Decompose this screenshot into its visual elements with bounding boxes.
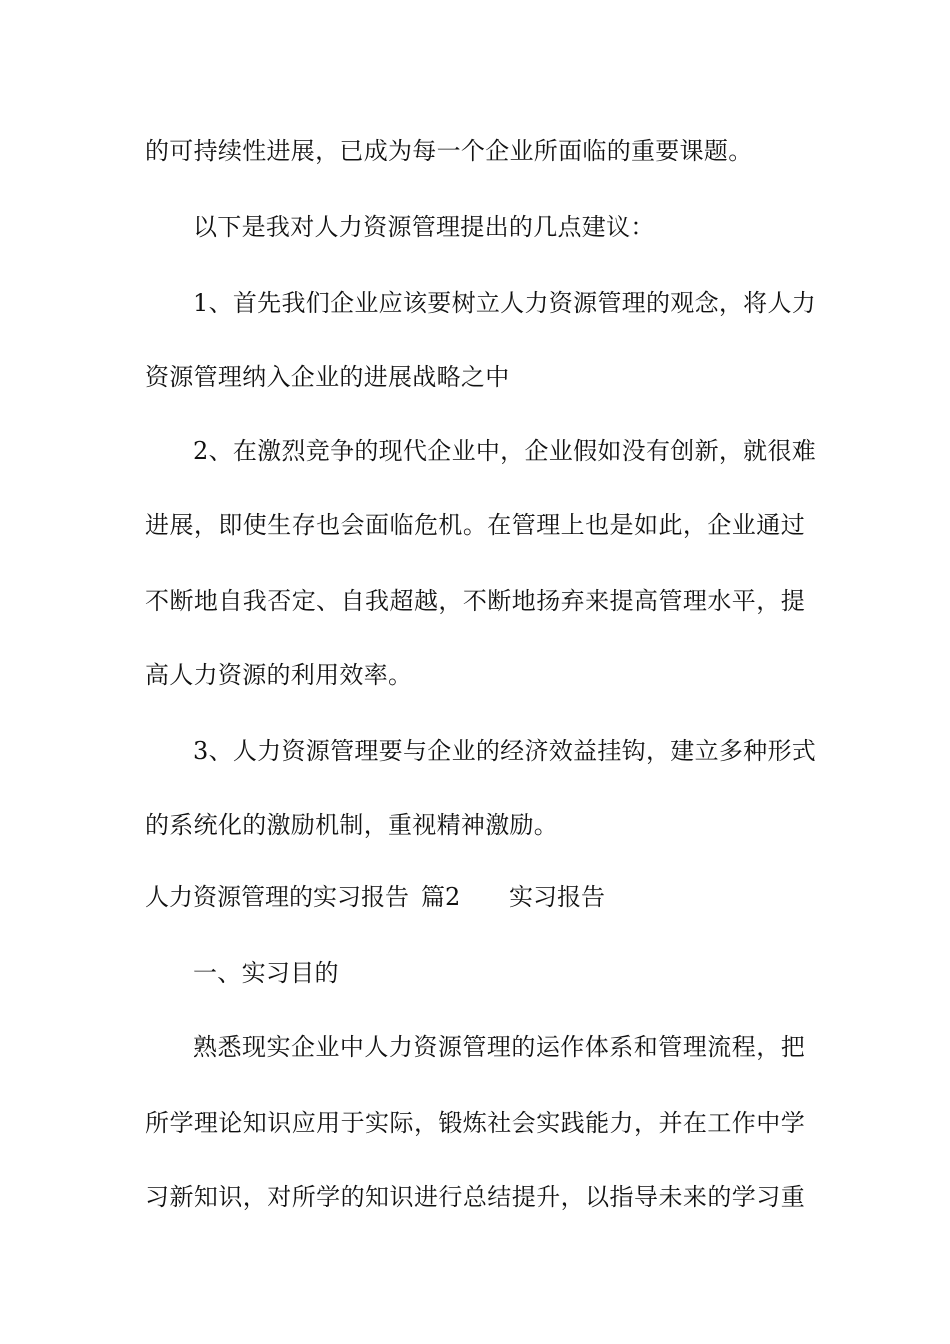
paragraph-line: 进展，即使生存也会面临危机。在管理上也是如此，企业通过	[145, 511, 805, 539]
section-heading	[145, 882, 805, 912]
paragraph-line: 所学理论知识应用于实际，锻炼社会实践能力，并在工作中学	[145, 1109, 805, 1137]
paragraph-line: 资源管理纳入企业的进展战略之中	[145, 363, 510, 391]
paragraph-line: 高人力资源的利用效率。	[145, 661, 413, 689]
paragraph-line: 3、人力资源管理要与企业的经济效益挂钩，建立多种形式	[193, 737, 817, 765]
paragraph-line: 1、首先我们企业应该要树立人力资源管理的观念，将人力	[193, 289, 817, 317]
section-heading-title: 人力资源管理的实习报告	[145, 883, 409, 911]
section-heading-part: 篇2	[421, 883, 461, 911]
paragraph-line: 不断地自我否定、自我超越，不断地扬弃来提高管理水平，提	[145, 587, 805, 615]
paragraph-line: 习新知识，对所学的知识进行总结提升，以指导未来的学习重	[145, 1183, 805, 1211]
subsection-heading: 一、实习目的	[193, 959, 339, 987]
section-heading-subtitle: 实习报告	[509, 883, 605, 911]
paragraph-line: 以下是我对人力资源管理提出的几点建议：	[193, 213, 655, 241]
paragraph-line: 的系统化的激励机制，重视精神激励。	[145, 811, 559, 839]
paragraph-line: 2、在激烈竞争的现代企业中，企业假如没有创新，就很难	[193, 437, 817, 465]
paragraph-line: 的可持续性进展，已成为每一个企业所面临的重要课题。	[145, 137, 753, 165]
paragraph-line: 熟悉现实企业中人力资源管理的运作体系和管理流程，把	[193, 1033, 805, 1061]
